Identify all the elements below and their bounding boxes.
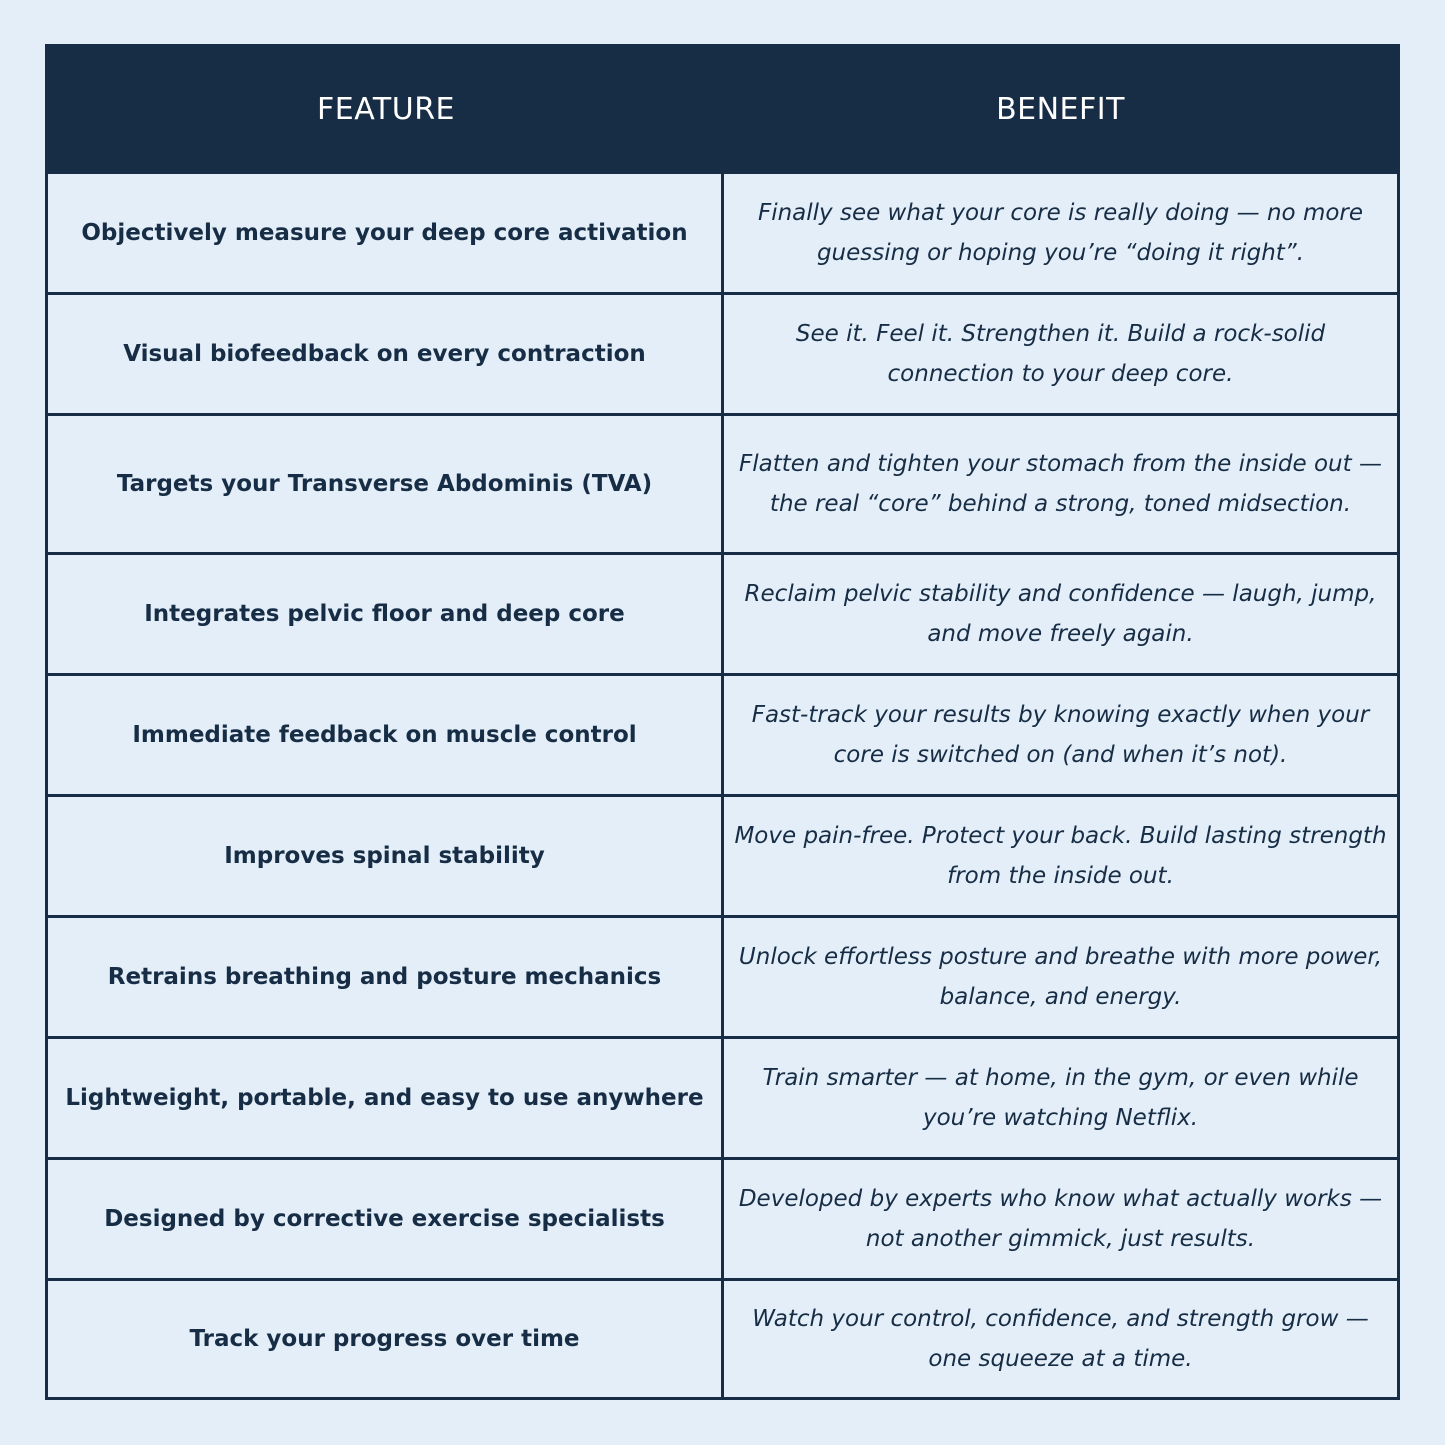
header-benefit: BENEFIT — [724, 47, 1397, 171]
feature-cell: Objectively measure your deep core activation — [48, 171, 724, 292]
feature-cell: Immediate feedback on muscle control — [48, 673, 724, 794]
feature-cell: Targets your Transverse Abdominis (TVA) — [48, 413, 724, 552]
benefit-cell: Reclaim pelvic stability and confidence — laugh, jump, and move freely again. — [724, 552, 1397, 673]
feature-cell: Lightweight, portable, and easy to use anywhere — [48, 1036, 724, 1157]
benefit-cell: Finally see what your core is really doing — no more guessing or hoping you’re “doing it right”. — [724, 171, 1397, 292]
benefit-cell: Flatten and tighten your stomach from the inside out — the real “core” behind a strong, toned midsection. — [724, 413, 1397, 552]
feature-cell: Track your progress over time — [48, 1278, 724, 1397]
feature-cell: Retrains breathing and posture mechanics — [48, 915, 724, 1036]
feature-benefit-table — [45, 44, 1400, 1400]
feature-cell: Integrates pelvic floor and deep core — [48, 552, 724, 673]
benefit-cell: Watch your control, confidence, and strength grow — one squeeze at a time. — [724, 1278, 1397, 1397]
feature-cell: Improves spinal stability — [48, 794, 724, 915]
benefit-cell: Move pain-free. Protect your back. Build lasting strength from the inside out. — [724, 794, 1397, 915]
benefit-cell: See it. Feel it. Strengthen it. Build a rock-solid connection to your deep core. — [724, 292, 1397, 413]
benefit-cell: Fast-track your results by knowing exactly when your core is switched on (and when it’s not). — [724, 673, 1397, 794]
benefit-cell: Developed by experts who know what actually works — not another gimmick, just results. — [724, 1157, 1397, 1278]
feature-cell: Visual biofeedback on every contraction — [48, 292, 724, 413]
benefit-cell: Train smarter — at home, in the gym, or even while you’re watching Netflix. — [724, 1036, 1397, 1157]
feature-cell: Designed by corrective exercise specialists — [48, 1157, 724, 1278]
header-feature: FEATURE — [48, 47, 724, 171]
benefit-cell: Unlock effortless posture and breathe with more power, balance, and energy. — [724, 915, 1397, 1036]
